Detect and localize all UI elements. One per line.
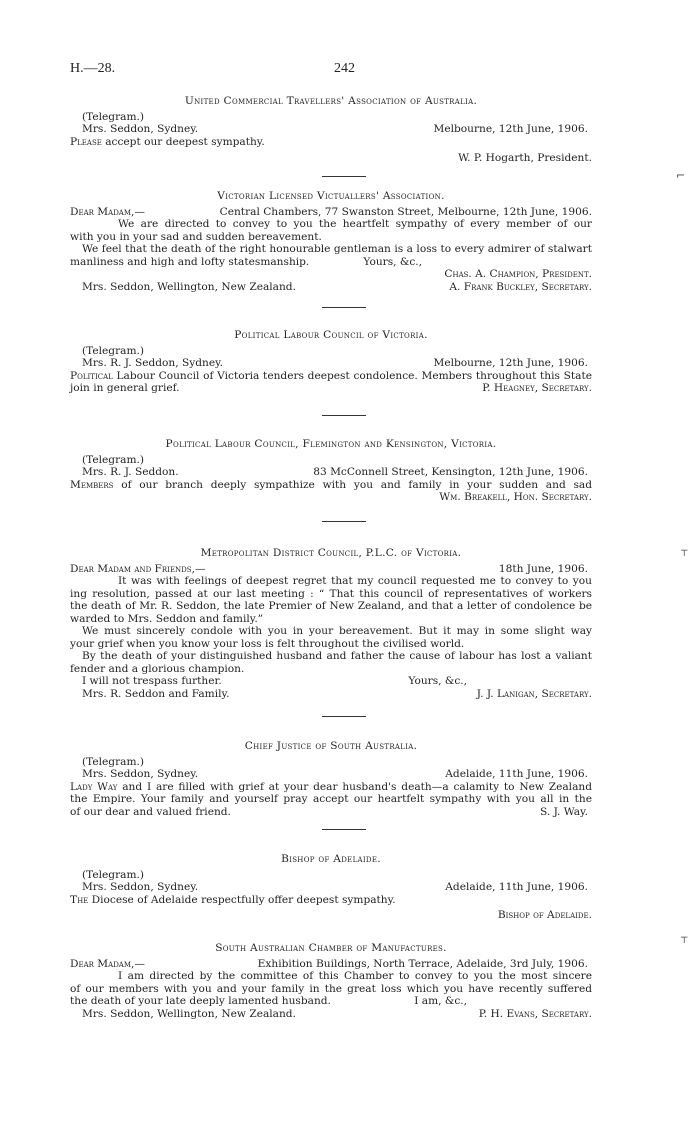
letter-uct-association <box>70 95 592 165</box>
lead-word: Please <box>70 135 102 148</box>
paragraph-line: manliness and high and lofty statesmanship. <box>70 255 310 268</box>
section-title: South Australian Chamber of Manufactures. <box>215 942 447 954</box>
place-date: Adelaide, 11th June, 1906. <box>445 881 588 893</box>
addressee: Mrs. R. Seddon and Family. <box>82 687 230 700</box>
telegram-label: (Telegram.) <box>82 110 145 123</box>
signature: P. H. Evans, Secretary. <box>478 1007 592 1020</box>
lead-word: Political <box>70 369 113 382</box>
signature: W. P. Hogarth, President. <box>458 152 592 164</box>
closing: Yours, &c., <box>363 255 422 268</box>
paragraph-line: We are directed to convey to you the heartfelt sympathy of every member of our <box>118 218 592 230</box>
addressee: Mrs. Seddon, Wellington, New Zealand. <box>82 1007 296 1020</box>
section-title: Bishop of Adelaide. <box>281 853 381 865</box>
signature: Wm. Breakell, Hon. Secretary. <box>439 491 592 503</box>
signature: Bishop of Adelaide. <box>497 909 592 921</box>
divider <box>322 716 366 717</box>
letter-bishop-adelaide <box>70 853 592 922</box>
addressee: Mrs. Seddon, Wellington, New Zealand. <box>82 280 296 293</box>
message-text: join in general grief. <box>70 382 180 394</box>
paragraph-line: I will not trespass further. <box>82 675 222 687</box>
paragraph-line: It was with feelings of deepest regret that my council requested me to convey to you <box>118 575 592 587</box>
telegram-label: (Telegram.) <box>82 755 145 768</box>
signature: P. Heagney, Secretary. <box>482 382 592 394</box>
letter-flemington-kensington <box>70 438 592 504</box>
section-title: Victorian Licensed Victuallers' Association. <box>217 190 445 202</box>
report-code: H.—28. <box>70 61 116 76</box>
letter-date: 18th June, 1906. <box>498 562 588 575</box>
salutation: Dear Madam and Friends,— <box>70 562 206 575</box>
signature: A. Frank Buckley, Secretary. <box>449 280 592 293</box>
paragraph-line: your grief when you know your loss is felt throughout the civilised world. <box>70 637 465 650</box>
paragraph-line: of our members with you and your family in the great loss which you have recently suffered <box>70 982 592 995</box>
addressee: Mrs. R. J. Seddon. <box>82 466 179 478</box>
message-text: of our dear and valued friend. <box>70 805 231 818</box>
section-title: Metropolitan District Council, P.L.C. of Victoria. <box>200 547 462 559</box>
divider <box>322 521 366 522</box>
message-text: Diocese of Adelaide respectfully offer deepest sympathy. <box>91 893 396 906</box>
letter-metropolitan-district-council <box>70 547 592 700</box>
scan-mark: ⊤ <box>680 549 689 559</box>
letter-chamber-of-manufactures <box>70 942 592 1020</box>
divider <box>322 415 366 416</box>
signature: S. J. Way. <box>539 805 588 818</box>
paragraph-line: the death of Mr. R. Seddon, the late Premier of New Zealand, and that a letter of condolence be <box>70 600 592 612</box>
paragraph-line: warded to Mrs. Seddon and family.” <box>70 612 264 625</box>
paragraph-line: with you in your sad and sudden bereavement. <box>70 230 322 243</box>
letter-chief-justice <box>70 740 592 818</box>
paragraph-line: By the death of your distinguished husband and father the cause of labour has lost a valiant <box>82 650 592 662</box>
section-title: Political Labour Council of Victoria. <box>234 329 428 341</box>
paragraph-line: I am directed by the committee of this Chamber to convey to you the most sincere <box>118 970 592 982</box>
signature: J. J. Lanigan, Secretary. <box>476 687 592 700</box>
message-text: the Empire. Your family and yourself pray accept our heartfelt sympathy with you all in the <box>70 793 592 805</box>
section-title: United Commercial Travellers' Association of Australia. <box>184 95 478 107</box>
message-text: of our branch deeply sympathize with you and family in your sudden and sad <box>121 478 592 491</box>
message-text: accept our deepest sympathy. <box>105 135 265 148</box>
scan-mark: ⊤ <box>680 936 689 946</box>
scan-mark: ⌐ <box>676 169 686 182</box>
paragraph-line: fender and a glorious champion. <box>70 662 245 675</box>
telegram-label: (Telegram.) <box>82 453 145 466</box>
letter-licensed-victuallers <box>70 190 592 293</box>
place-date: Melbourne, 12th June, 1906. <box>433 357 588 369</box>
divider <box>322 307 366 308</box>
place-date: Adelaide, 11th June, 1906. <box>445 768 588 780</box>
place-date: Melbourne, 12th June, 1906. <box>433 123 588 135</box>
section-title: Chief Justice of South Australia. <box>244 740 418 752</box>
message-text: Labour Council of Victoria tenders deepest condolence. Members throughout this State <box>116 369 592 382</box>
closing: Yours, &c., <box>408 675 467 687</box>
telegram-label: (Telegram.) <box>82 344 145 357</box>
paragraph-line: ing resolution, passed at our last meeting : “ That this council of representatives of workers <box>70 587 592 600</box>
lead-word: The <box>70 893 89 906</box>
divider <box>322 829 366 830</box>
addressee: Mrs. Seddon, Sydney. <box>82 123 199 135</box>
page-number: 242 <box>334 61 355 76</box>
paragraph-line: We must sincerely condole with you in your bereavement. But it may in some slight way <box>82 625 592 637</box>
salutation: Dear Madam,— <box>70 205 145 218</box>
closing: I am, &c., <box>414 995 467 1007</box>
addressee: Mrs. Seddon, Sydney. <box>82 768 199 780</box>
divider <box>322 176 366 177</box>
address-date: Central Chambers, 77 Swanston Street, Melbourne, 12th June, 1906. <box>219 205 592 218</box>
salutation: Dear Madam,— <box>70 957 145 970</box>
lead-word: Lady Way <box>70 780 118 793</box>
section-title: Political Labour Council, Flemington and Kensington, Victoria. <box>165 438 497 450</box>
lead-word: Members <box>70 478 114 491</box>
telegram-label: (Telegram.) <box>82 868 145 881</box>
signature: Chas. A. Champion, President. <box>444 268 592 280</box>
paragraph-line: We feel that the death of the right honourable gentleman is a loss to every admirer of stalwart <box>82 243 592 255</box>
message-text: and I are filled with grief at your dear husband's death—a calamity to New Zealand <box>122 780 592 793</box>
paragraph-line: the death of your late deeply lamented husband. <box>70 995 331 1007</box>
address-date: Exhibition Buildings, North Terrace, Adelaide, 3rd July, 1906. <box>257 957 588 970</box>
addressee: Mrs. Seddon, Sydney. <box>82 881 199 893</box>
address-date: 83 McConnell Street, Kensington, 12th June, 1906. <box>313 466 588 478</box>
addressee: Mrs. R. J. Seddon, Sydney. <box>82 357 224 369</box>
letter-political-labour-council <box>70 329 592 395</box>
